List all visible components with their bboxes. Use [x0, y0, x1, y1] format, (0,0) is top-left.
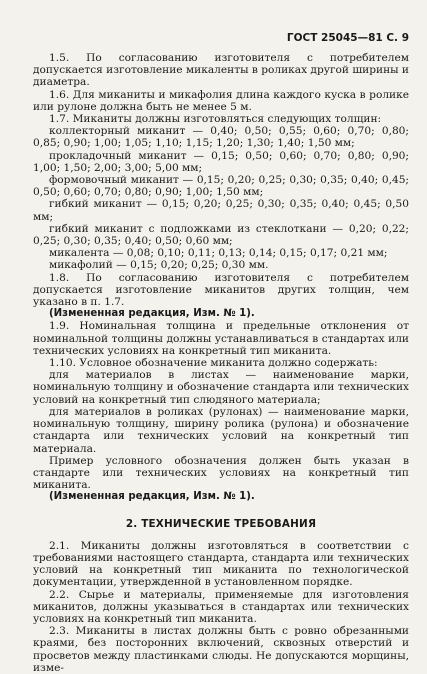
clause-1-6: 1.6. Для миканиты и микафолия длина каждого куска в ролике или рулоне должна быть не менее 5 м. — [33, 88, 409, 113]
clause-2-3: 2.3. Миканиты в листах должны быть с ровно обрезанными краями, без посторонних включений, сквозных отверстий и просветов между пластинками слюды. Не допускаются морщины, изме- — [33, 625, 409, 674]
page-header: ГОСТ 25045—81 С. 9 — [286, 32, 409, 44]
clause-2-1: 2.1. Миканиты должны изготовляться в соответствии с требованиями настоящего стандарта, стандарта или технических условий на конкретный тип миканита по технологической документации, утвержденной в установленном порядке. — [33, 539, 409, 589]
clause-1-5: 1.5. По согласованию изготовителя с потребителем допускается изготовление микаленты в роликах другой ширины и диаметра. — [33, 52, 409, 89]
thickness-gibkiy: гибкий миканит — 0,15; 0,20; 0,25; 0,30; 0,35; 0,40; 0,45; 0,50 мм; — [33, 198, 409, 223]
clause-2-2: 2.2. Сырье и материалы, применяемые для изготовления миканитов, должны указываться в стандартах или технических условиях на конкретный тип миканита. — [33, 588, 409, 625]
thickness-gibkiy-steklo: гибкий миканит с подложками из стеклоткани — 0,20; 0,22; 0,25; 0,30; 0,35; 0,40; 0,50; 0,60 мм; — [33, 222, 409, 248]
revision-note-2: (Измененная редакция, Изм. № 1). — [49, 491, 255, 503]
clause-1-7-intro: 1.7. Миканиты должны изготовляться следующих толщин: — [49, 113, 382, 126]
clause-1-10-intro: 1.10. Условное обозначение миканита должно содержать: — [49, 357, 378, 370]
thickness-mikafoliy: микафолий — 0,15; 0,20; 0,25; 0,30 мм. — [49, 259, 269, 272]
clause-1-8: 1.8. По согласованию изготовителя с потребителем допускается изготовление миканитов других толщин, чем указано в п. 1.7. — [33, 271, 409, 309]
revision-note-1: (Измененная редакция, Изм. № 1). — [49, 308, 255, 320]
designation-sheets: для материалов в листах — наименование марки, номинальную толщину и обозначение стандарта или технических условий на конкретный тип слюдяного материала; — [33, 369, 409, 406]
section-title-technical-requirements: 2. ТЕХНИЧЕСКИЕ ТРЕБОВАНИЯ — [125, 517, 317, 530]
clause-1-9: 1.9. Номинальная толщина и предельные отклонения от номинальной толщины должны устанавливаться в стандартах или технических условиях на конкретный тип миканита. — [33, 320, 409, 357]
thickness-prokladochny: прокладочный миканит — 0,15; 0,50; 0,60; 0,70; 0,80; 0,90; 1,00; 1,50; 2,00; 3,00; 5,00 мм; — [33, 149, 409, 174]
thickness-kollektorny: коллекторный миканит — 0,40; 0,50; 0,55; 0,60; 0,70; 0,80; 0,85; 0,90; 1,00; 1,05; 1,10; 1,15; 1,20; 1,30; 1,40; 1,50 мм; — [33, 125, 409, 150]
designation-example: Пример условного обозначения должен быть указан в стандарте или технических условиях на конкретный тип миканита. — [33, 454, 409, 492]
document-body — [33, 52, 409, 674]
thickness-formovochny: формовочный миканит — 0,15; 0,20; 0,25; 0,30; 0,35; 0,40; 0,45; 0,50; 0,60; 0,70; 0,80; 0,90; 1,00; 1,50 мм; — [33, 174, 409, 199]
designation-rolls: для материалов в роликах (рулонах) — наименование марки, номинальную толщину, ширину ролика (рулона) и обозначение стандарта или технических условий на конкретный тип материала. — [33, 405, 409, 455]
thickness-mikalenta: микалента — 0,08; 0,10; 0,11; 0,13; 0,14; 0,15; 0,17; 0,21 мм; — [49, 247, 388, 260]
